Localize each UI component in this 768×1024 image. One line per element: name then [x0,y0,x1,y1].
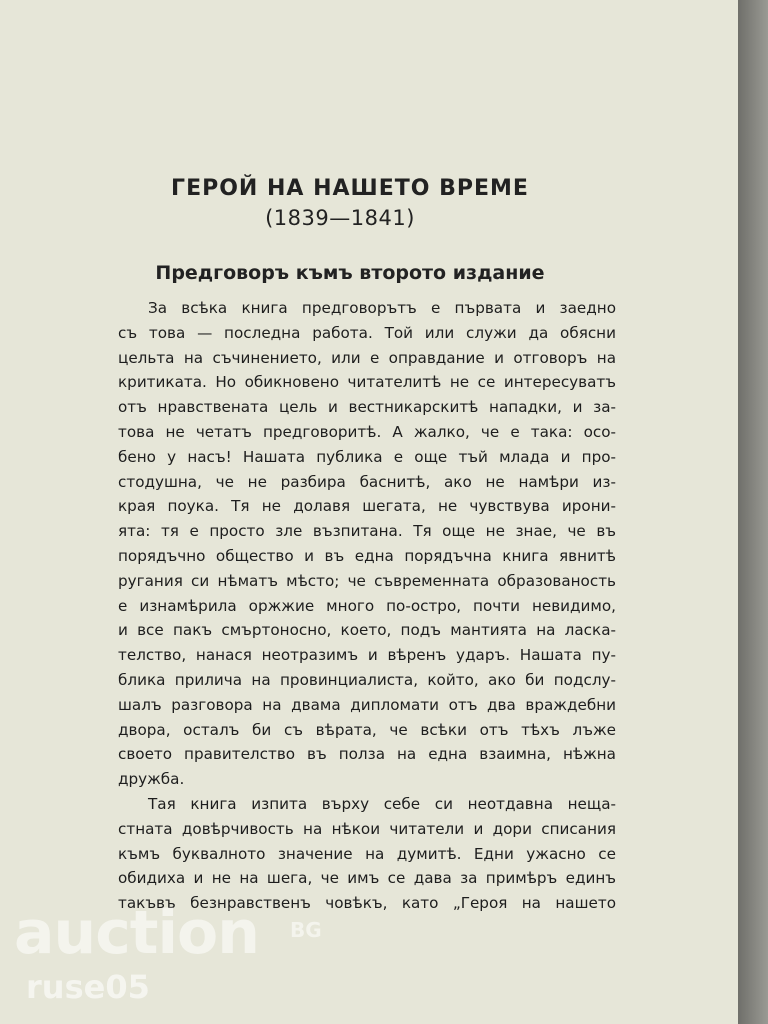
page-years: (1839—1841) [265,206,415,230]
text-line: отъ нравствената цель и вестникарскитѣ нападки, и за- [118,398,616,417]
text-line: порядъчно общество и въ една порядъчна книга явнитѣ [118,546,616,565]
text-line: ята: тя е просто зле възпитана. Тя още не знае, че въ [118,522,616,541]
text-line: телство, нанася неотразимъ и вѣренъ ударъ. Нашата пу- [118,646,616,665]
text-line: блика прилича на провинциалиста, който, ако би подслу- [118,670,616,689]
page-edge-shadow [738,0,768,1024]
text-line: двора, осталъ би съ вѣрата, че всѣки отъ тѣхъ лъже [118,720,616,739]
body-text [118,296,616,916]
text-line: стодушна, че не разбира баснитѣ, ако не намѣри из- [118,472,616,491]
text-line: обидиха и не на шега, че имъ се дава за примѣръ единъ [118,869,616,888]
text-line: това не четатъ предговоритѣ. А жалко, че е така: осо- [118,422,616,441]
text-line: края поука. Тя не долавя шегата, не чувствува ирони- [118,497,616,516]
text-line: дружба. [118,770,185,789]
text-line: шалъ разговора на двама дипломати отъ два враждебни [118,695,616,714]
text-line: Тая книга изпита върху себе си неотдавна неща- [148,794,616,813]
text-line: цельта на съчинението, или е оправдание и отговоръ на [118,348,616,367]
page-title: ГЕРОЙ НА НАШЕТО ВРЕМЕ [171,176,529,201]
text-line: За всѣка книга предговорътъ е първата и заедно [148,299,616,317]
watermark-brand: auction [14,898,259,968]
watermark-suffix: BG [290,918,322,942]
text-line: критиката. Но обикновено читателитѣ не се интересуватъ [118,373,616,392]
text-line: е изнамѣрила оржжие много по-остро, почти невидимо, [118,596,616,615]
section-subtitle: Предговоръ къмъ второто издание [155,262,545,284]
text-line: и все пакъ смъртоносно, което, подъ мантията на ласка- [118,621,616,640]
text-line: своето правителство въ полза на една взаимна, нѣжна [118,745,616,764]
text-line: бено у насъ! Нашата публика е още тъй млада и про- [118,447,616,466]
text-line: съ това — последна работа. Той или служи да обясни [118,323,616,342]
text-line: такъвъ безнравственъ човѣкъ, като „Героя на нашето [118,894,616,913]
text-line: ругания си нѣматъ мѣсто; че съвременната образованость [118,571,616,590]
text-line: къмъ буквалното значение на думитѣ. Едни ужасно се [118,844,616,863]
watermark-user: ruse05 [26,968,150,1006]
text-line: стната довѣрчивость на нѣкои читатели и дори списания [118,819,616,838]
